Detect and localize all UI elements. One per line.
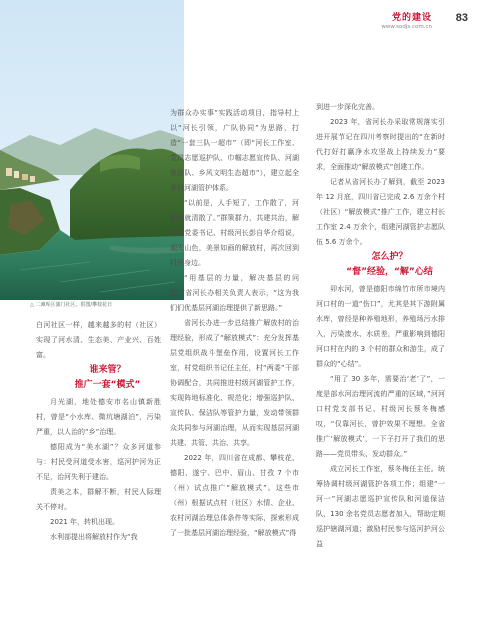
paragraph: 2022 年，四川省在成都、攀枝花、德阳、遂宁、巴中、眉山、甘孜 7 个市（州）试点推广“解放模式”。这些市（州）根据试点村（社区）水情、企业、农村河湖治理总体条件等实际，探索形成了一批基层河湖治理经验，“解放模式”得 (170, 454, 299, 537)
paragraph: 德阳成为“美水湖”？众多河道参与：村民受河道受水害，巡河护河为正不足，治河失利于建治。 (36, 443, 161, 481)
magazine-logo (381, 10, 432, 30)
paragraph: “以前是，人手短了，工作散了，河湖也就清散了。”群策群力，共建共治，解放村党委书记、村级河长彭自华介绍说，湖光山色，美景如画的解放村，再次回到村民身边。 (170, 199, 299, 267)
paragraph: 水利部提出将解放村作为“我 (50, 533, 138, 541)
lake-photo-image (0, 0, 184, 300)
article-column-2 (170, 106, 299, 541)
paragraph: 2023 年，省河长办采取常规落实引进开展节记在四川考察时提出的“在新时代打好打赢净水攻坚战上持续发力”要求，全面推动“解放模式”创建工作。 (316, 118, 445, 171)
paragraph: “用了 30 多年，需要治‘老’了”，一度是部水河治理河流的严重的区域，”河河口村党支部书记、村级河长蔡冬梅感叹，“仅靠河长，曾护效果不理想。全省推广‘解放模式’，一下子打开了我们的思路——党员带头、发动群众。” (316, 375, 445, 458)
section-heading: 谁来管？ (89, 365, 126, 375)
paragraph: 月光湖，地处德安市名山镇新胜村，曾是“小水库、微坑塘湖泊”，污染严重，以人治的“乡”治理。 (36, 398, 161, 436)
article-column-3 (316, 100, 445, 552)
paragraph: 到进一步深化完善。 (316, 103, 379, 111)
logo-text: 党的建设 (391, 13, 432, 23)
paragraph: 责美之本，群解不断，村民人际理关不停对。 (36, 488, 161, 511)
paragraph: “用基层的力量，解决基层的问题。”省河长办相关负责人表示，“这为我们们优基层河湖治理提供了新思路。” (170, 274, 299, 312)
section-heading: 怎么护？ (371, 252, 408, 262)
photo-caption: △ 二滩库区蒲门社区。供图/攀枝花日 (30, 302, 113, 308)
paragraph: 成立河长工作室，蔡冬梅任主任。统筹协调村级河湖管护各项工作；组建“一河一”河湖志愿巡护宣传队和河道保洁队，130 余名党员志愿者加入，帮助定期巡护辖湖河道；激励村民参与巡河护河公益 (316, 465, 445, 548)
website-url: www.sodjs.com.cn (381, 24, 432, 30)
section-subheading: “督”经验，“解”心结 (346, 267, 433, 277)
paragraph: 为群众办实事”实践活动项目，指导村上以“河长引领，广队协同”为思路，打造“一套三队一超市”（即“河长工作室、党员志愿巡护队、巾帼志愿宣传队、河湖保洁队、乡风文明生态超市”），建立起全乡村河湖管护体系。 (170, 109, 299, 192)
section-subheading: 推广一套“模式” (74, 380, 141, 390)
page-number: 83 (455, 12, 468, 24)
paragraph: 2021 年，转机出现。 (50, 518, 120, 526)
article-column-1 (36, 318, 161, 545)
paragraph: 白河社区一样，越来越多的村（社区）实现了河水清、生态美、产业兴、百姓富。 (36, 321, 161, 359)
paragraph: 卯水河，曾是德阳市绵竹市所市境内河口村的一道“伤口”，尤其是其下游附属水库，曾经是种养殖地形，养殖场污水排入，污染废水、水质差，严重影响到德阳河口村在内的 3 个村的群众和游生，成了群众的“心结”。 (316, 285, 445, 368)
lake-photo (0, 0, 184, 300)
paragraph: 记者从省河长办了解到，截至 2023 年 12 月底，四川省已完成 2.6 万余个村（社区）“解放模式”推广工作，建立村长工作室 2.4 万余个，组建河湖管护志愿队伍 5.6 万余个。 (316, 178, 445, 246)
paragraph: 省河长办进一步总结推广解放村的治理经验，形成了“解放模式”：充分发挥基层党组织战斗堡垒作用，设置河长工作室，村党组织书记任主任，村“两委”干部协调配合，共同推进村级河湖管护工作，实现阵地标准化、规范化；增强巡护队、宣传队、保洁队等管护力量，发动带领群众共同参与河湖治理，从而实现基层河湖共建、共管、共治、共享。 (170, 319, 299, 447)
